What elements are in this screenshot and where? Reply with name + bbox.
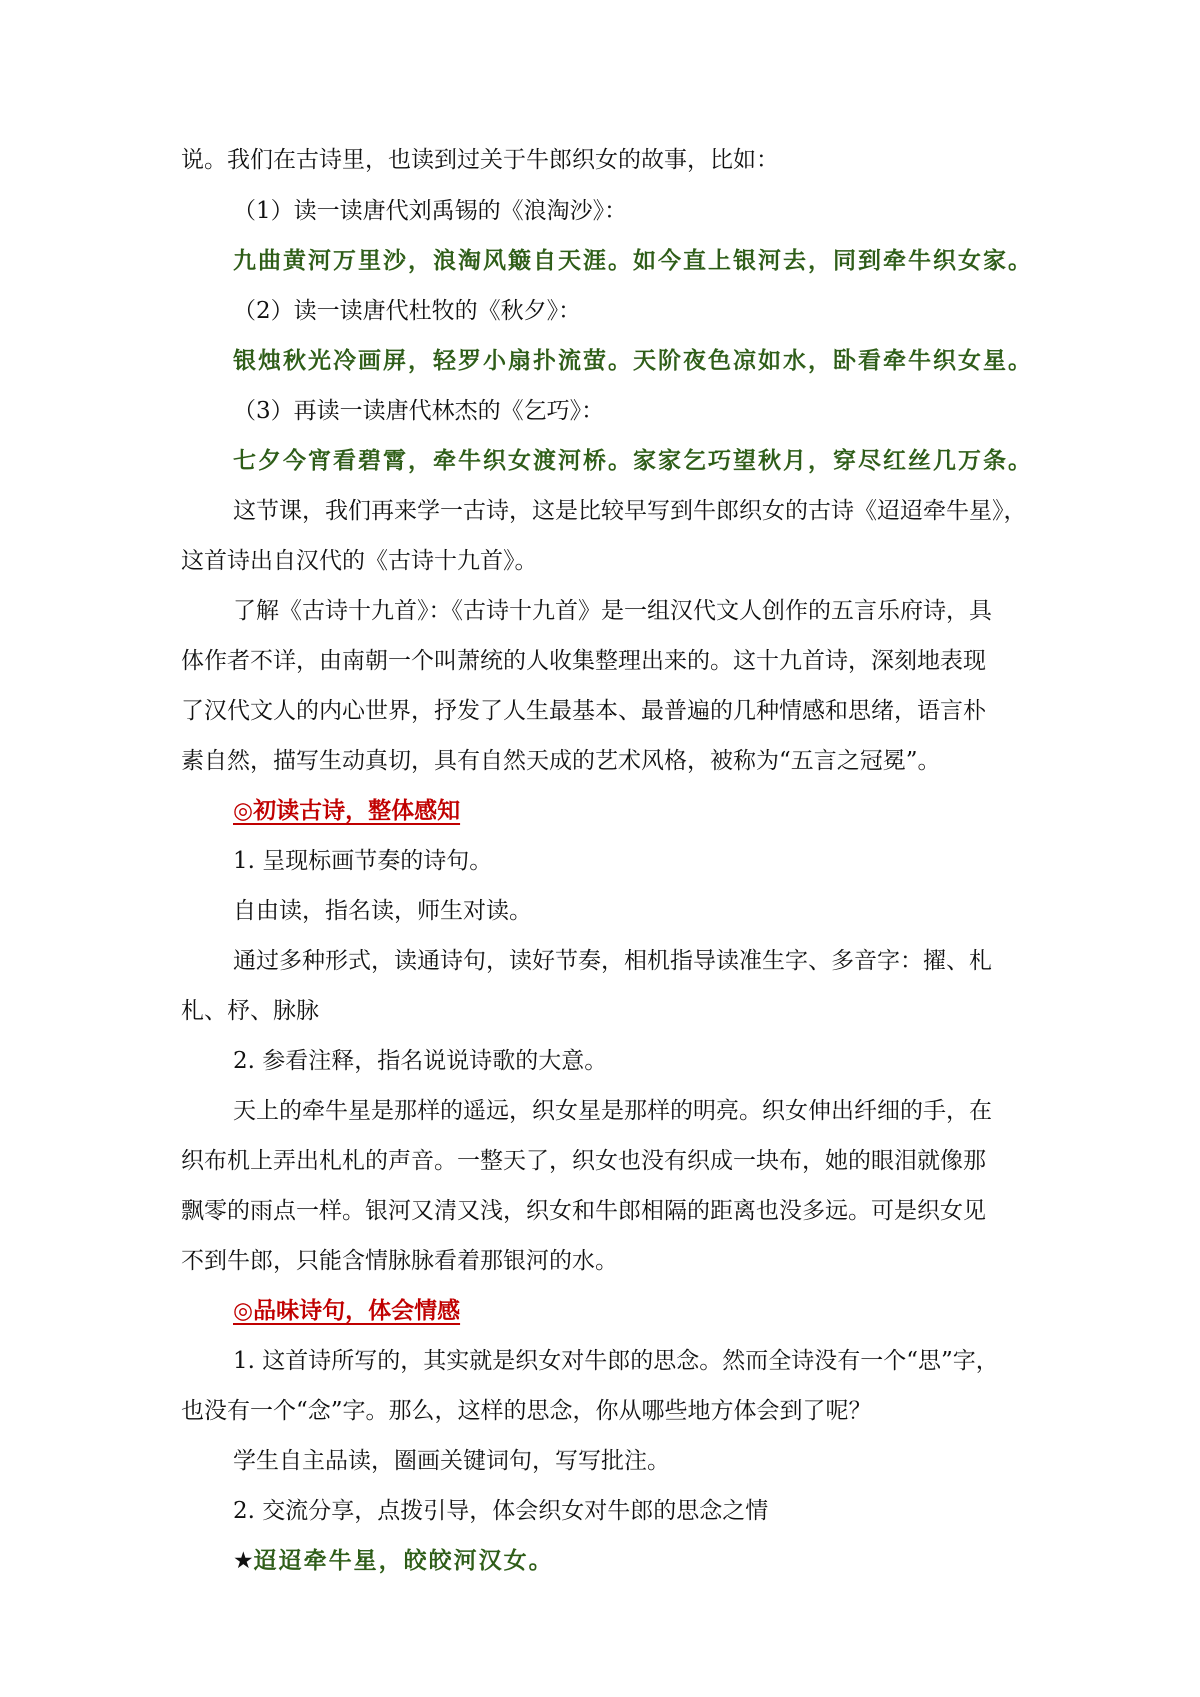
poem-qiqiao: 七夕今宵看碧霄，牵牛织女渡河桥。家家乞巧望秋月，穿尽红丝几万条。 [233,448,1033,474]
text-line-25: 1. 这首诗所写的，其实就是织女对牛郎的思念。然而全诗没有一个“思”字， [233,1348,999,1374]
text-line-16: 自由读，指名读，师生对读。 [233,898,532,924]
section-heading-savor-poem: ◎品味诗句，体会情感 [233,1298,461,1324]
text-line-15: 1. 呈现标画节奏的诗句。 [233,848,493,874]
poem-langtaosha: 九曲黄河万里沙，浪淘风簸自天涯。如今直上银河去，同到牵牛织女家。 [233,248,1033,274]
text-line-18: 札、杼、脉脉 [181,998,319,1024]
text-line-26: 也没有一个“念”字。那么，这样的思念，你从哪些地方体会到了呢？ [181,1398,872,1424]
reading-item-3: （3）再读一读唐代林杰的《乞巧》： [233,398,605,424]
text-line-28: 2. 交流分享，点拨引导，体会织女对牛郎的思念之情 [233,1498,769,1524]
text-line-21: 织布机上弄出札札的声音。一整天了，织女也没有织成一块布，她的眼泪就像那 [181,1148,986,1174]
text-line-17: 通过多种形式，读通诗句，读好节奏，相机指导读准生字、多音字：擢、札 [233,948,992,974]
star-icon: ★ [233,1548,254,1574]
text-line-23: 不到牛郎，只能含情脉脉看着那银河的水。 [181,1248,618,1274]
poem-line-text: 迢迢牵牛星，皎皎河汉女。 [253,1548,554,1574]
text-line-20: 天上的牵牛星是那样的遥远，织女星是那样的明亮。织女伸出纤细的手，在 [233,1098,992,1124]
text-line-12: 了汉代文人的内心世界，抒发了人生最基本、最普遍的几种情感和思绪，语言朴 [181,698,986,724]
text-line-8: 这节课，我们再来学一古诗，这是比较早写到牛郎织女的古诗《迢迢牵牛星》， [233,498,1027,524]
reading-item-1: （1）读一读唐代刘禹锡的《浪淘沙》： [233,198,628,224]
poem-line-tiaotiao [233,1544,833,1578]
section-heading-first-reading: ◎初读古诗，整体感知 [233,798,461,824]
reading-item-2: （2）读一读唐代杜牧的《秋夕》： [233,298,582,324]
text-line-13: 素自然，描写生动真切，具有自然天成的艺术风格，被称为“五言之冠冕”。 [181,748,941,774]
text-line-11: 体作者不详，由南朝一个叫萧统的人收集整理出来的。这十九首诗，深刻地表现 [181,648,986,674]
text-line-9: 这首诗出自汉代的《古诗十九首》。 [181,548,538,574]
text-line-27: 学生自主品读，圈画关键词句，写写批注。 [233,1448,670,1474]
text-line-22: 飘零的雨点一样。银河又清又浅，织女和牛郎相隔的距离也没多远。可是织女见 [181,1198,986,1224]
poem-qiuxi: 银烛秋光冷画屏，轻罗小扇扑流萤。天阶夜色凉如水，卧看牵牛织女星。 [233,348,1033,374]
text-line-19: 2. 参看注释，指名说说诗歌的大意。 [233,1048,608,1074]
text-line-1: 说。我们在古诗里，也读到过关于牛郎织女的故事，比如： [181,147,779,173]
text-line-10: 了解《古诗十九首》：《古诗十九首》是一组汉代文人创作的五言乐府诗，具 [233,598,992,624]
